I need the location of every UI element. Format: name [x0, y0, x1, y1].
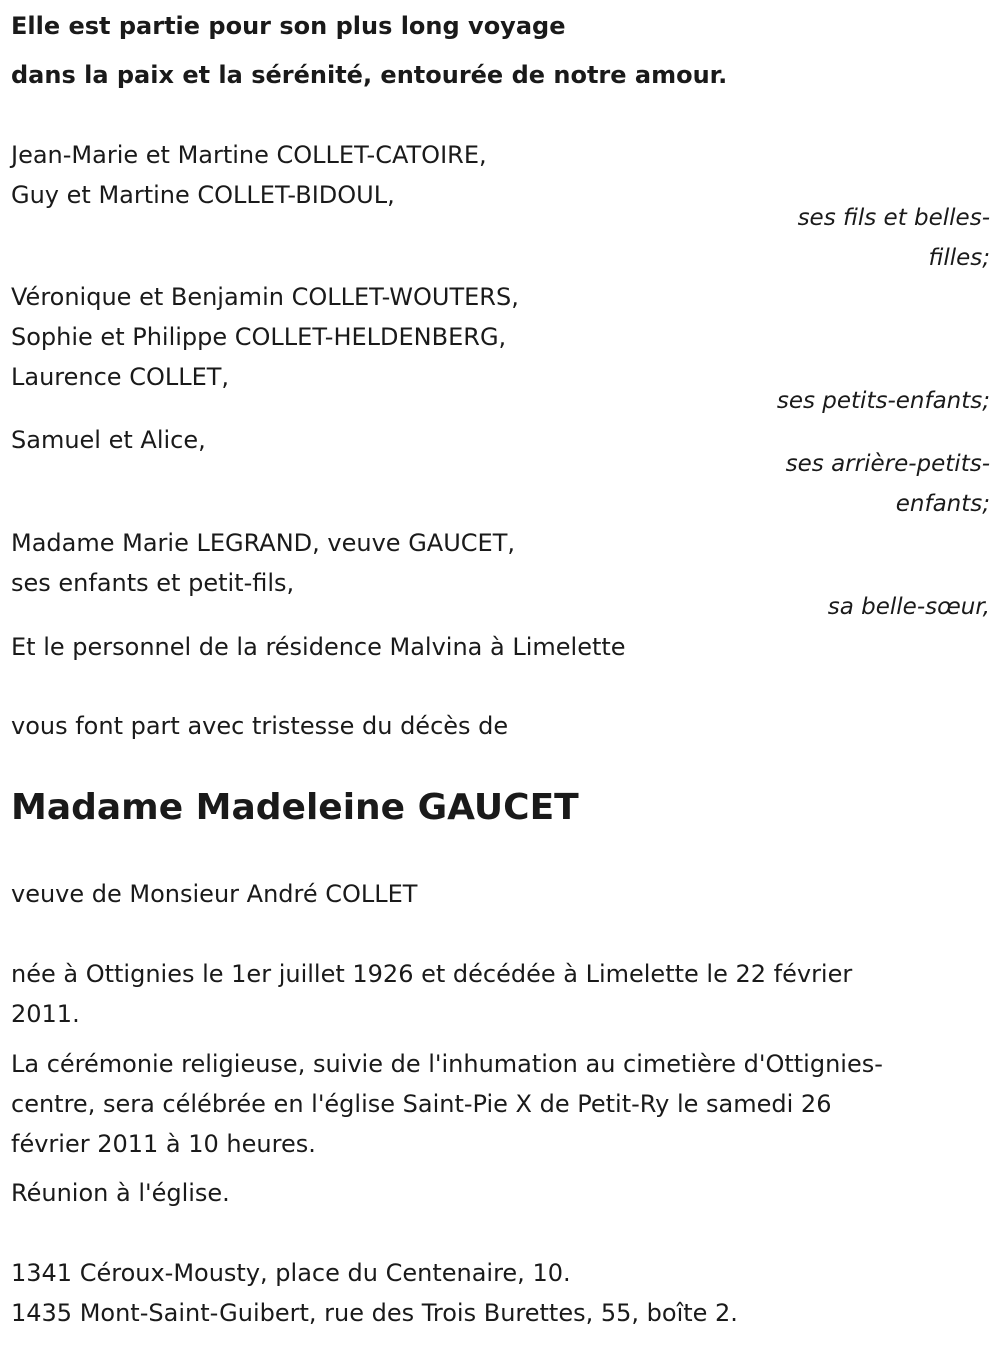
family-sister-in-law-name-2: ses enfants et petit-fils,	[11, 569, 295, 597]
family-sons-name-1: Jean-Marie et Martine COLLET-CATOIRE,	[11, 141, 487, 169]
ceremony-line-1: La cérémonie religieuse, suivie de l'inhumation au cimetière d'Ottignies-	[11, 1050, 883, 1078]
announcement-text: vous font part avec tristesse du décès de	[11, 712, 509, 740]
relation-grandchildren: ses petits-enfants;	[776, 388, 990, 414]
relation-sons-line-2: filles;	[928, 245, 990, 271]
deceased-dates-line-1: née à Ottignies le 1er juillet 1926 et décédée à Limelette le 22 février	[11, 960, 853, 988]
epigraph-line-1: Elle est partie pour son plus long voyage	[11, 12, 566, 40]
epigraph-line-2: dans la paix et la sérénité, entourée de notre amour.	[11, 61, 728, 89]
relation-great-grandchildren-line-1: ses arrière-petits-	[785, 451, 990, 477]
address-line-1: 1341 Céroux-Mousty, place du Centenaire, 10.	[11, 1259, 571, 1287]
ceremony-line-3: février 2011 à 10 heures.	[11, 1130, 316, 1158]
family-grandchildren-name-3: Laurence COLLET,	[11, 363, 230, 391]
relation-great-grandchildren-line-2: enfants;	[895, 491, 990, 517]
family-grandchildren-name-2: Sophie et Philippe COLLET-HELDENBERG,	[11, 323, 507, 351]
family-sister-in-law-name-1: Madame Marie LEGRAND, veuve GAUCET,	[11, 529, 515, 557]
address-line-2: 1435 Mont-Saint-Guibert, rue des Trois Burettes, 55, boîte 2.	[11, 1299, 738, 1327]
relation-sister-in-law: sa belle-sœur,	[827, 594, 990, 620]
family-sons-name-2: Guy et Martine COLLET-BIDOUL,	[11, 181, 395, 209]
deceased-dates-line-2: 2011.	[11, 1000, 80, 1028]
family-staff: Et le personnel de la résidence Malvina à Limelette	[11, 633, 626, 661]
family-great-grandchildren-name: Samuel et Alice,	[11, 426, 206, 454]
deceased-name: Madame Madeleine GAUCET	[11, 787, 579, 828]
ceremony-meeting: Réunion à l'église.	[11, 1179, 230, 1207]
deceased-widow-of: veuve de Monsieur André COLLET	[11, 880, 418, 908]
family-grandchildren-name-1: Véronique et Benjamin COLLET-WOUTERS,	[11, 283, 519, 311]
relation-sons-line-1: ses fils et belles-	[797, 205, 990, 231]
ceremony-line-2: centre, sera célébrée en l'église Saint-Pie X de Petit-Ry le samedi 26	[11, 1090, 832, 1118]
